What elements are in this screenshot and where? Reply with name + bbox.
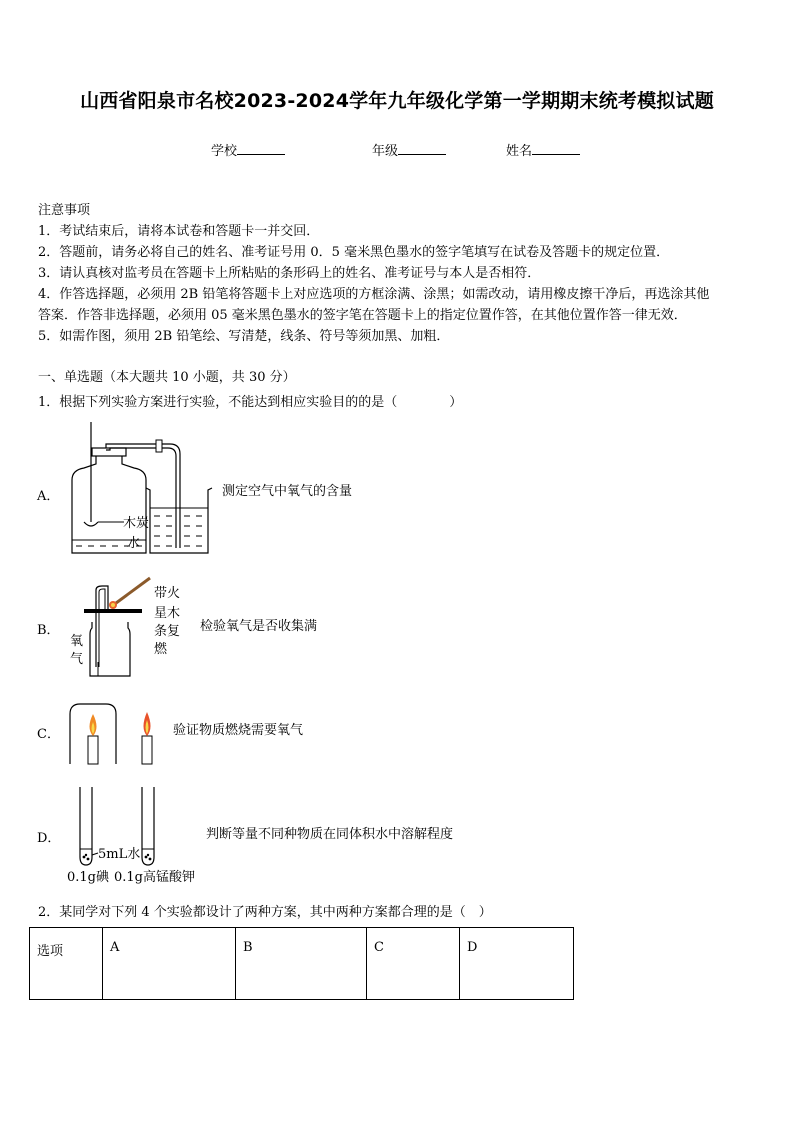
table-header-cell: A xyxy=(103,928,236,1000)
notice-item-4-cont: 答案．作答非选择题，必须用 05 毫米黑色墨水的签字笔在答题卡上的指定位置作答，在其他位置作答一律无效． xyxy=(38,308,687,323)
option-a-letter: A． xyxy=(37,489,60,504)
notice-item-5: 5．如需作图，须用 2B 铅笔绘、写清楚，线条、符号等须加黑、加粗． xyxy=(38,329,450,344)
table-header-cell: B xyxy=(236,928,367,1000)
name-label: 姓名 xyxy=(506,144,533,159)
label-water: 水 xyxy=(127,536,141,551)
apparatus-a-diagram xyxy=(62,418,222,560)
label-splint-2: 星木 xyxy=(154,606,181,621)
school-blank[interactable] xyxy=(237,142,285,155)
label-oxygen-1: 氧 xyxy=(70,634,84,649)
grade-label: 年级 xyxy=(372,144,399,159)
grade-field[interactable] xyxy=(372,140,446,159)
option-d-desc: 判断等量不同种物质在同体积水中溶解程度 xyxy=(206,827,454,842)
page-title: 山西省阳泉市名校2023-2024学年九年级化学第一学期期末统考模拟试题 xyxy=(80,90,714,112)
label-splint-4: 燃 xyxy=(154,642,168,657)
question-1-stem: 1．根据下列实验方案进行实验，不能达到相应实验目的的是（ ） xyxy=(38,395,463,410)
table-header-cell: C xyxy=(367,928,460,1000)
label-permanganate: 0.1g高锰酸钾 xyxy=(114,870,195,885)
name-blank[interactable] xyxy=(532,142,580,155)
notice-item-2: 2．答题前，请务必将自己的姓名、准考证号用 0．5 毫米黑色墨水的签字笔填写在试卷及答题卡的规定位置． xyxy=(38,245,670,260)
notice-item-4: 4．作答选择题，必须用 2B 铅笔将答题卡上对应选项的方框涂满、涂黑；如需改动，请用橡皮擦干净后，再选涂其他 xyxy=(38,287,710,302)
option-a-desc: 测定空气中氧气的含量 xyxy=(222,484,353,499)
table-header-cell: 选项 xyxy=(30,928,103,1000)
apparatus-c-diagram xyxy=(68,700,168,768)
option-c-desc: 验证物质燃烧需要氧气 xyxy=(173,723,304,738)
label-5ml-water: 5mL水 xyxy=(98,847,141,862)
option-c-letter: C． xyxy=(37,727,60,742)
name-field[interactable] xyxy=(506,140,580,159)
option-b-letter: B． xyxy=(37,623,60,638)
option-d-letter: D． xyxy=(37,831,61,846)
section-heading: 一、单选题（本大题共 10 小题，共 30 分） xyxy=(38,370,296,385)
question-2-stem: 2．某同学对下列 4 个实验都设计了两种方案，其中两种方案都合理的是（ ） xyxy=(38,905,492,920)
school-label: 学校 xyxy=(211,144,238,159)
notice-item-3: 3．请认真核对监考员在答题卡上所粘贴的条形码上的姓名、准考证号与本人是否相符． xyxy=(38,266,541,281)
school-field[interactable] xyxy=(211,140,285,159)
grade-blank[interactable] xyxy=(398,142,446,155)
label-iodine: 0.1g碘 xyxy=(67,870,109,885)
question-2-table xyxy=(29,927,574,1000)
notice-heading: 注意事项 xyxy=(38,203,91,218)
table-row xyxy=(30,928,574,1000)
label-charcoal: 木炭 xyxy=(123,516,150,531)
table-header-cell: D xyxy=(460,928,574,1000)
label-oxygen-2: 气 xyxy=(70,652,84,667)
notice-item-1: 1．考试结束后，请将本试卷和答题卡一并交回． xyxy=(38,224,320,239)
label-splint-3: 条复 xyxy=(154,624,181,639)
label-splint-1: 带火 xyxy=(154,586,181,601)
option-b-desc: 检验氧气是否收集满 xyxy=(200,619,318,634)
